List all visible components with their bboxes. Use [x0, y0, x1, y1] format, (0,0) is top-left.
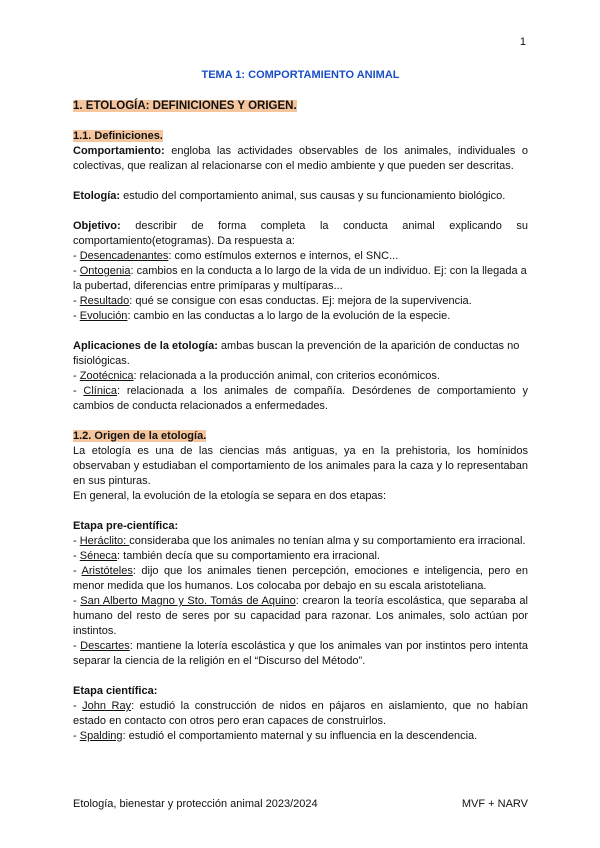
aplicaciones-text: ambas buscan la prevención de la aparición de conductas no fisiológicas. — [73, 340, 520, 367]
item-label: Spalding — [79, 730, 123, 742]
item-text: : como estímulos externos e internos, el SNC... — [168, 250, 399, 262]
item-text: : estudió el comportamiento maternal y su influencia en la descendencia. — [122, 730, 478, 742]
objetivo-text: describir de forma completa la conducta animal explicando su comportamiento(etogramas). Da respuesta a: — [73, 220, 528, 247]
document-title: TEMA 1: COMPORTAMIENTO ANIMAL — [201, 69, 400, 81]
etologia-definition — [73, 189, 528, 204]
item-label: Aristóteles — [81, 565, 133, 577]
list-item: - Evolución: cambio en las conductas a lo largo de la evolución de la especie. — [73, 310, 451, 322]
item-text: : crearon la teoría escolástica, que separaba al humano del resto de seres por su capacidad para razonar. Los animales, solo actúan por instintos. — [73, 595, 528, 637]
list-item: - Spalding: estudió el comportamiento maternal y su influencia en la descendencia. — [73, 730, 478, 742]
objetivo-term: Objetivo: — [73, 220, 121, 232]
sub12-title: 1.2. Origen de la etología. — [73, 430, 207, 442]
page-number: 1 — [519, 36, 526, 48]
item-text: : cambios en la conducta a lo largo de la vida de un individuo. Ej: con la llegada a la pubertad, diferencias entre primíparas y multíparas... — [73, 265, 527, 292]
section1-title: 1. ETOLOGÍA: DEFINICIONES Y ORIGEN. — [73, 100, 297, 112]
item-label: Resultado — [79, 295, 130, 307]
item-label: Heráclito: — [79, 535, 130, 547]
item-text: : relacionada a los animales de compañía. Desórdenes de comportamiento y cambios de conducta relacionados a enfermedades. — [73, 385, 528, 412]
list-item: - Heráclito: consideraba que los animales no tenían alma y su comportamiento era irracional. — [73, 535, 526, 547]
list-item: - San Alberto Magno y Sto. Tomás de Aquino: crearon la teoría escolástica, que separaba al humano del resto de seres por su capacidad para razonar. Los animales, solo actúan por instintos. — [73, 595, 528, 637]
subsection-heading — [73, 429, 528, 444]
item-text: : relacionada a la producción animal, con criterios económicos. — [133, 370, 440, 382]
comportamiento-text: engloba las actividades observables de los animales, individuales o colectivas, que realizan al relacionarse con el medio ambiente y que pueden ser descritas. — [73, 145, 528, 172]
comportamiento-definition — [73, 144, 528, 174]
aplicaciones-definition — [73, 339, 528, 369]
item-text: : estudió la construcción de nidos en pájaros en aislamiento, que no habían estado en contacto con otros pero eran capaces de construirlos. — [73, 700, 528, 727]
subsection-heading — [73, 129, 528, 144]
footer-authors: MVF + NARV — [461, 798, 528, 810]
item-label: Séneca — [79, 550, 118, 562]
aplicaciones-term: Aplicaciones de la etología: — [73, 340, 218, 352]
document-body — [73, 68, 528, 744]
list-item: - Desencadenantes: como estímulos externos e internos, el SNC... — [73, 250, 399, 262]
item-text: consideraba que los animales no tenían alma y su comportamiento era irracional. — [129, 535, 526, 547]
item-label: Desencadenantes — [79, 250, 169, 262]
item-label: San Alberto Magno y Sto. Tomás de Aquino — [80, 595, 296, 607]
list-item: - Descartes: mantiene la lotería escolástica y que los animales van por instintos pero intenta separar la ciencia de la religión en el “Discurso del Método”. — [73, 640, 528, 667]
footer-course: Etología, bienestar y protección animal 2023/2024 — [73, 798, 318, 810]
objetivo-definition — [73, 219, 528, 249]
item-text: : cambio en las conductas a lo largo de la evolución de la especie. — [127, 310, 451, 322]
comportamiento-term: Comportamiento: — [73, 145, 165, 157]
item-label: Evolución — [79, 310, 128, 322]
item-label: Clínica — [83, 385, 118, 397]
list-item: - Séneca: también decía que su comportamiento era irracional. — [73, 550, 380, 562]
item-text: : mantiene la lotería escolástica y que los animales van por instintos pero intenta separar la ciencia de la religión en el “Discurso del Método”. — [73, 640, 528, 667]
list-item: - Clínica: relacionada a los animales de compañía. Desórdenes de comportamiento y cambios de conducta relacionados a enfermedades. — [73, 385, 528, 412]
list-item: - Zootécnica: relacionada a la producción animal, con criterios económicos. — [73, 370, 440, 382]
item-label: John Ray — [82, 700, 132, 712]
cientifica-title: Etapa científica: — [73, 685, 158, 697]
item-label: Descartes — [80, 640, 130, 652]
sub11-title: 1.1. Definiciones. — [73, 130, 163, 142]
item-label: Zootécnica — [79, 370, 134, 382]
list-item: - Resultado: qué se consigue con esas conductas. Ej: mejora de la supervivencia. — [73, 295, 472, 307]
item-label: Ontogenia — [79, 265, 131, 277]
item-text: : también decía que su comportamiento era irracional. — [117, 550, 380, 562]
etologia-term: Etología: — [73, 190, 121, 202]
etologia-text: estudio del comportamiento animal, sus causas y su funcionamiento biológico. — [120, 190, 506, 202]
list-item: - John Ray: estudió la construcción de nidos en pájaros en aislamiento, que no habían estado en contacto con otros pero eran capaces de construirlos. — [73, 700, 528, 727]
precientifica-title: Etapa pre-científica: — [73, 520, 179, 532]
section-heading — [73, 99, 528, 114]
list-item: - Aristóteles: dijo que los animales tienen percepción, emociones e inteligencia, pero en menor medida que los humanos. Los colocaba por debajo en su escala aristoteliana. — [73, 565, 528, 592]
origen-paragraph: La etología es una de las ciencias más antiguas, ya en la prehistoria, los homínidos observaban y estudiaban el comportamiento de los animales para la caza y lo representaban en sus pinturas. — [73, 445, 528, 487]
origen-paragraph: En general, la evolución de la etología se separa en dos etapas: — [73, 490, 387, 502]
item-text: : dijo que los animales tienen percepción, emociones e inteligencia, pero en menor medida que los humanos. Los colocaba por debajo en su escala aristoteliana. — [73, 565, 528, 592]
list-item: - Ontogenia: cambios en la conducta a lo largo de la vida de un individuo. Ej: con la llegada a la pubertad, diferencias entre primíparas y multíparas... — [73, 265, 527, 292]
item-text: : qué se consigue con esas conductas. Ej: mejora de la supervivencia. — [129, 295, 472, 307]
